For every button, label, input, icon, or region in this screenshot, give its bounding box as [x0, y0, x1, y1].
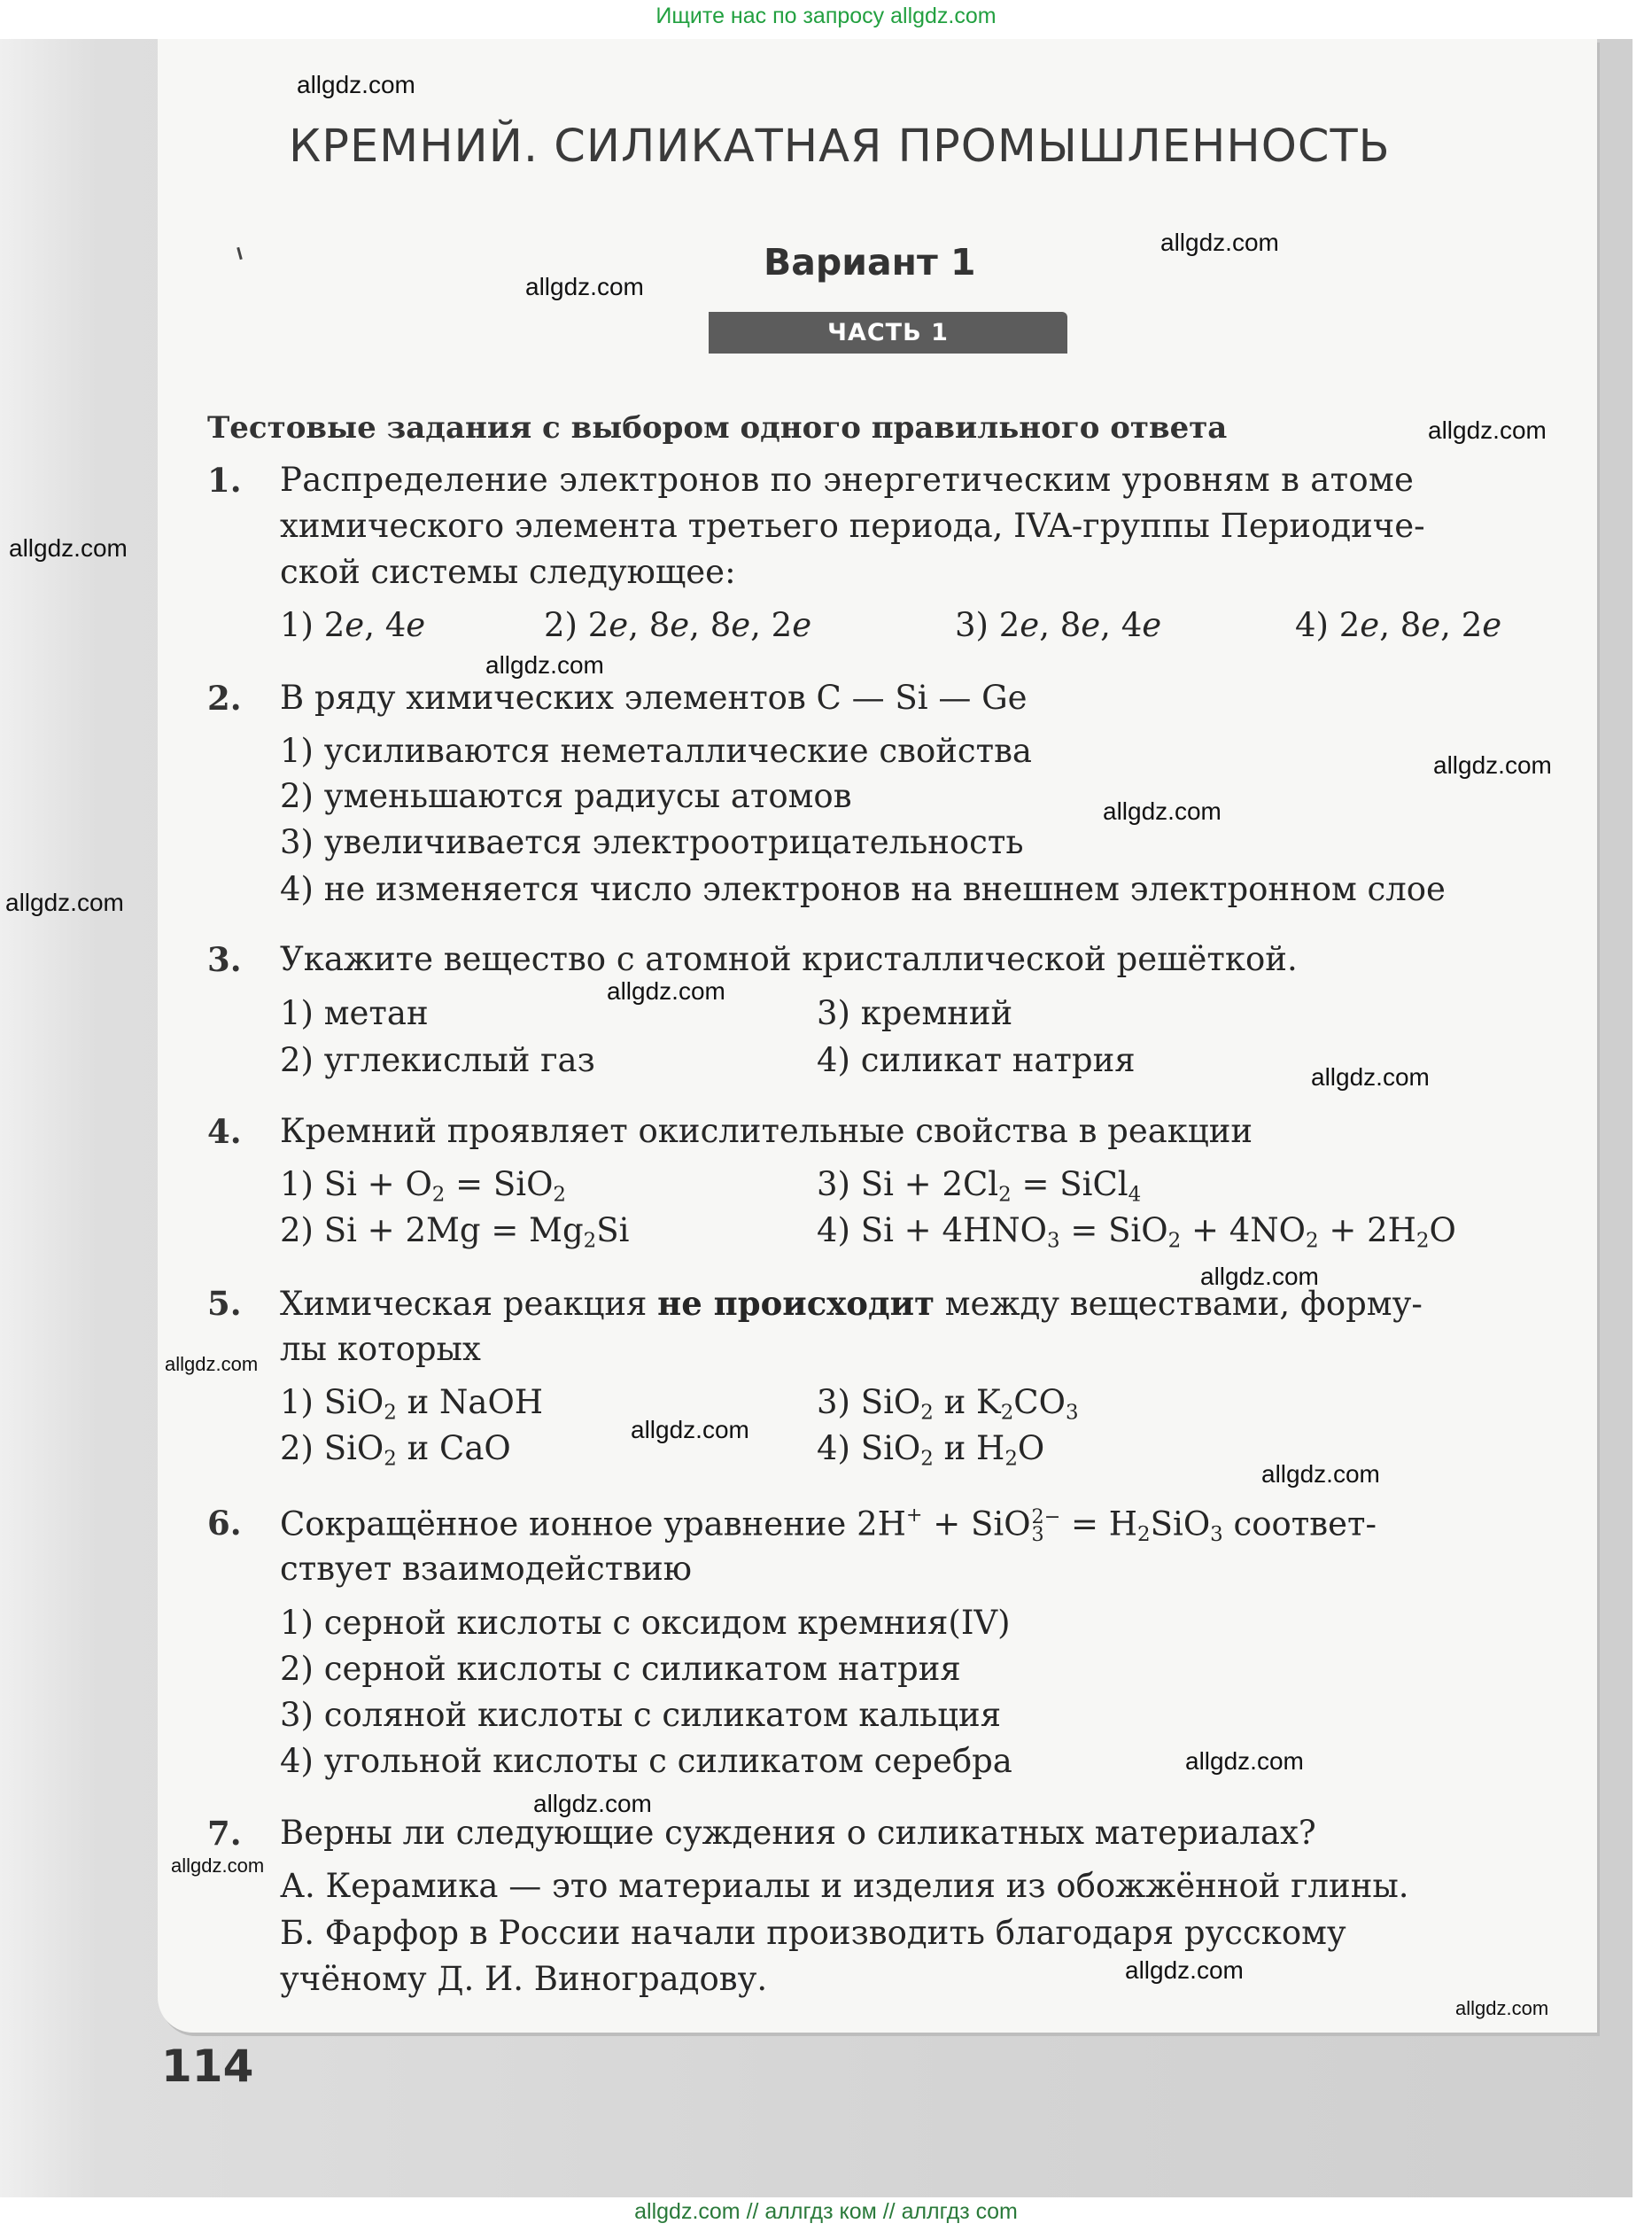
- watermark: allgdz.com: [9, 534, 128, 562]
- question-3-option-2: 2) углекислый газ: [280, 1041, 595, 1079]
- question-7-number: 7.: [207, 1814, 242, 1853]
- section-heading: Тестовые задания с выбором одного правильного ответа: [207, 410, 1228, 446]
- question-6-option-2: 2) серной кислоты с силикатом натрия: [280, 1650, 961, 1688]
- variant-heading: Вариант 1: [764, 241, 976, 284]
- watermark: allgdz.com: [631, 1416, 749, 1443]
- question-2-option-2: 2) уменьшаются радиусы атомов: [280, 777, 852, 815]
- watermark: allgdz.com: [5, 889, 124, 916]
- question-2-line-1: В ряду химических элементов C — Si — Ge: [280, 679, 1028, 717]
- question-6-option-1: 1) серной кислоты с оксидом кремния(IV): [280, 1604, 1011, 1642]
- question-1-line-3: ской системы следующее:: [280, 553, 736, 591]
- watermark: allgdz.com: [165, 1353, 259, 1375]
- question-1-line-1: Распределение электронов по энергетическим уровням в атоме: [280, 461, 1415, 499]
- question-3-option-4: 4) силикат натрия: [817, 1041, 1136, 1079]
- question-5-option-1: 1) SiO$_2$ и NaOH: [280, 1383, 544, 1425]
- question-1-option-4: 4) 2e, 8e, 2e: [1295, 606, 1502, 644]
- watermark: allgdz.com: [1160, 229, 1279, 256]
- page-number: 114: [161, 2041, 254, 2092]
- watermark: allgdz.com: [533, 1790, 652, 1817]
- question-4-option-2: 2) $Si + 2Mg = Mg_2Si$: [280, 1211, 630, 1253]
- watermark: allgdz.com: [1200, 1263, 1319, 1290]
- question-5-post: между веществами, форму-: [944, 1285, 1423, 1323]
- question-6-line-2: ствует взаимодействию: [280, 1550, 692, 1588]
- scan-right-edge: [1633, 39, 1652, 2197]
- question-3-option-1: 1) метан: [280, 994, 429, 1032]
- question-5-option-2: 2) SiO$_2$ и CaO: [280, 1429, 511, 1471]
- question-1-option-3: 3) 2e, 8e, 4e: [955, 606, 1162, 644]
- watermark: allgdz.com: [485, 651, 604, 679]
- question-3-line-1: Укажите вещество с атомной кристаллической решёткой.: [280, 940, 1298, 978]
- question-7-line-4: учёному Д. И. Виноградову.: [280, 1960, 768, 1998]
- question-5-line-2: лы которых: [280, 1330, 481, 1368]
- question-4-option-1: 1) $Si + O_2 = SiO_2$: [280, 1165, 567, 1207]
- watermark: allgdz.com: [171, 1854, 265, 1877]
- question-3-number: 3.: [207, 940, 242, 979]
- top-banner[interactable]: Ищите нас по запросу allgdz.com: [655, 4, 997, 28]
- question-2-number: 2.: [207, 679, 242, 718]
- watermark: allgdz.com: [525, 273, 644, 300]
- question-1-option-2: 2) 2e, 8e, 8e, 2e: [544, 606, 812, 644]
- question-5-emphasis: не происходит: [657, 1284, 935, 1323]
- watermark: allgdz.com: [1103, 797, 1222, 825]
- question-7-line-3: Б. Фарфор в России начали производить благодаря русскому: [280, 1914, 1346, 1952]
- question-6-number: 6.: [207, 1504, 242, 1543]
- question-4-number: 4.: [207, 1112, 242, 1151]
- question-6-line-1: Сокращённое ионное уравнение 2H+ + SiO 2− 3 = $H_2SiO_3$ соответ-: [280, 1504, 1377, 1547]
- question-4-option-4: 4) $Si + 4HNO_3 = SiO_2 + 4NO_2 + 2H_2O$: [817, 1211, 1456, 1253]
- question-5-pre: Химическая реакция: [280, 1285, 648, 1323]
- watermark: allgdz.com: [1311, 1063, 1430, 1091]
- question-5-number: 5.: [207, 1284, 242, 1323]
- question-2-option-3: 3) увеличивается электроотрицательность: [280, 823, 1024, 861]
- watermark: allgdz.com: [1185, 1747, 1304, 1775]
- watermark: allgdz.com: [1428, 416, 1547, 444]
- question-7-line-2: А. Керамика — это материалы и изделия из обожжённой глины.: [280, 1867, 1409, 1905]
- question-1-option-1: 1) 2e, 4e: [280, 606, 426, 644]
- page-title: КРЕМНИЙ. СИЛИКАТНАЯ ПРОМЫШЛЕННОСТЬ: [289, 121, 1391, 173]
- question-6-option-4: 4) угольной кислоты с силикатом серебра: [280, 1742, 1012, 1780]
- question-2-option-4: 4) не изменяется число электронов на внешнем электронном слое: [280, 870, 1446, 908]
- watermark: allgdz.com: [1261, 1460, 1380, 1488]
- question-5-option-3: 3) SiO$_2$ и $K_2CO_3$: [817, 1383, 1079, 1425]
- question-5-option-4: 4) SiO$_2$ и $H_2O$: [817, 1429, 1045, 1471]
- watermark: allgdz.com: [1433, 751, 1552, 779]
- question-4-line-1: Кремний проявляет окислительные свойства в реакции: [280, 1112, 1253, 1150]
- question-7-line-1: Верны ли следующие суждения о силикатных материалах?: [280, 1814, 1316, 1852]
- question-2-option-1: 1) усиливаются неметаллические свойства: [280, 732, 1032, 770]
- part-label: ЧАСТЬ 1: [709, 312, 1067, 354]
- watermark: allgdz.com: [607, 977, 725, 1005]
- question-1-line-2: химического элемента третьего периода, IVA-группы Периодиче-: [280, 507, 1425, 545]
- question-4-option-3: 3) $Si + 2Cl_2$ = SiCl$_4$: [817, 1165, 1142, 1207]
- watermark: allgdz.com: [1455, 1997, 1549, 2019]
- watermark: allgdz.com: [1125, 1956, 1244, 1984]
- bottom-banner[interactable]: allgdz.com // аллгдз ком // аллгдз com: [634, 2199, 1018, 2224]
- question-6-option-3: 3) соляной кислоты с силикатом кальция: [280, 1696, 1002, 1734]
- question-1-number: 1.: [207, 461, 242, 500]
- watermark: allgdz.com: [297, 71, 415, 98]
- question-3-option-3: 3) кремний: [817, 994, 1013, 1032]
